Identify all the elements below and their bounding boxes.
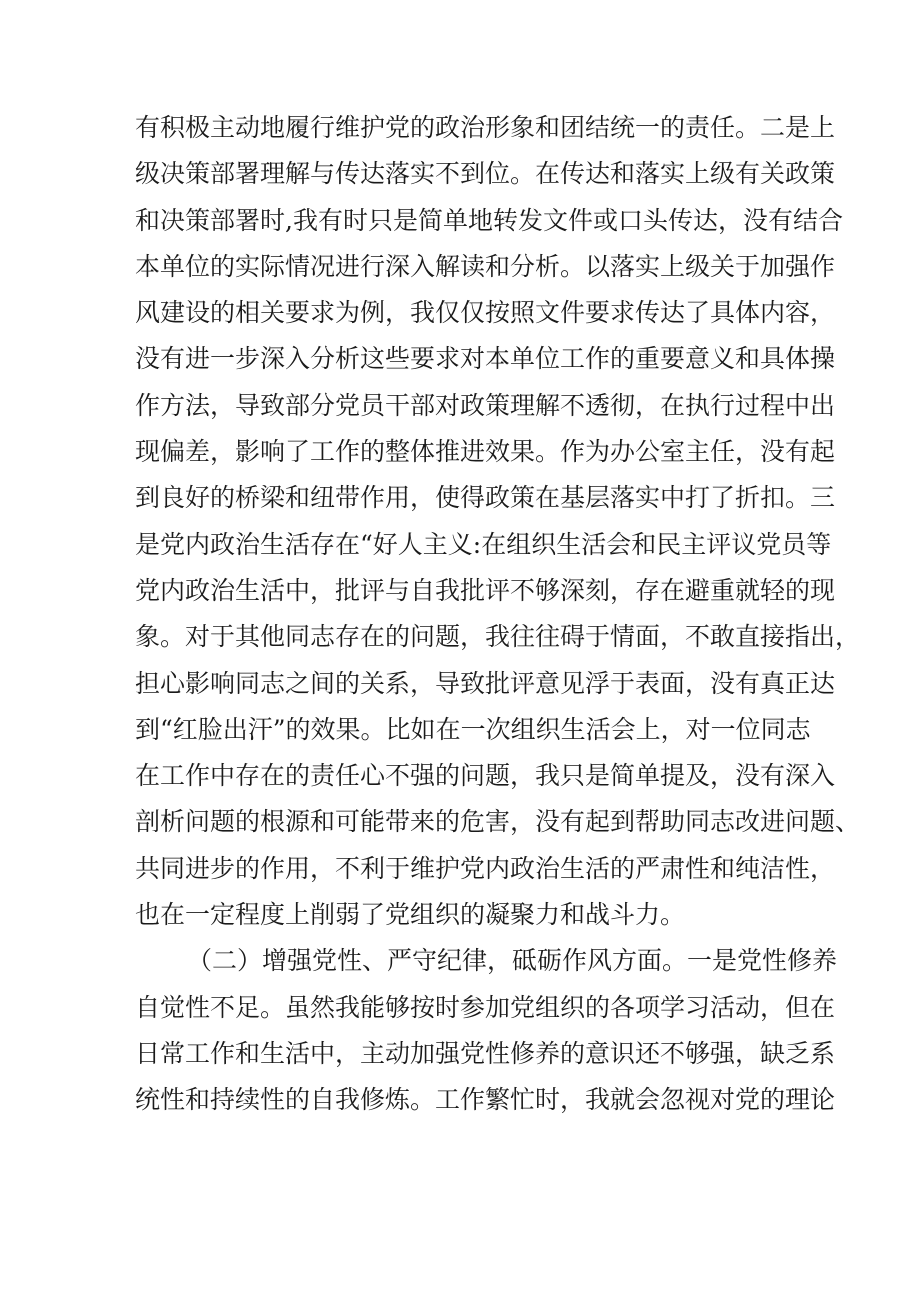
text-line: 担心影响同志之间的关系，导致批评意见浮于表面，没有真正达 [135, 668, 836, 698]
section-heading-line: （二）增强党性、严守纪律，砥砺作风方面。一是党性修养 [187, 946, 838, 976]
text-line: 是党内政治生活存在“好人主义:在组织生活会和民主评议党员等 [135, 529, 832, 559]
text-line: 没有进一步深入分析这些要求对本单位工作的重要意义和具体操 [135, 344, 836, 374]
text-line: 剖析问题的根源和可能带来的危害，没有起到帮助同志改进问题、 [135, 807, 861, 837]
text-line: 象。对于其他同志存在的问题，我往往碍于情面，不敢直接指出， [135, 622, 861, 652]
text-line: 作方法，导致部分党员干部对政策理解不透彻，在执行过程中出 [135, 390, 836, 420]
text-line: 和决策部署时,我有时只是简单地转发文件或口头传达，没有结合 [135, 205, 843, 235]
text-line: 到“红脸出汗”的效果。比如在一次组织生活会上，对一位同志 [135, 714, 811, 744]
text-line: 共同进步的作用，不利于维护党内政治生活的严肃性和纯洁性， [135, 853, 836, 883]
text-line: 级决策部署理解与传达落实不到位。在传达和落实上级有关政策 [135, 159, 836, 189]
text-line: 在工作中存在的责任心不强的问题，我只是简单提及，没有深入 [135, 761, 836, 791]
text-line: 自觉性不足。虽然我能够按时参加党组织的各项学习活动，但在 [135, 992, 836, 1022]
text-line: 本单位的实际情况进行深入解读和分析。以落实上级关于加强作 [135, 251, 836, 281]
text-line: 到良好的桥梁和纽带作用，使得政策在基层落实中打了折扣。三 [135, 483, 836, 513]
text-line: 现偏差，影响了工作的整体推进效果。作为办公室主任，没有起 [135, 437, 836, 467]
text-line: 有积极主动地履行维护党的政治形象和团结统一的责任。二是上 [135, 113, 836, 142]
text-line: 党内政治生活中，批评与自我批评不够深刻，存在避重就轻的现 [135, 575, 836, 605]
text-line: 风建设的相关要求为例，我仅仅按照文件要求传达了具体内容， [135, 298, 836, 328]
text-line: 日常工作和生活中，主动加强党性修养的意识还不够强，缺乏系 [135, 1038, 836, 1068]
text-line: 统性和持续性的自我修炼。工作繁忙时，我就会忽视对党的理论 [135, 1085, 836, 1115]
body-text [135, 105, 861, 1124]
paragraph-end-line: 也在一定程度上削弱了党组织的凝聚力和战斗力。 [135, 900, 686, 930]
